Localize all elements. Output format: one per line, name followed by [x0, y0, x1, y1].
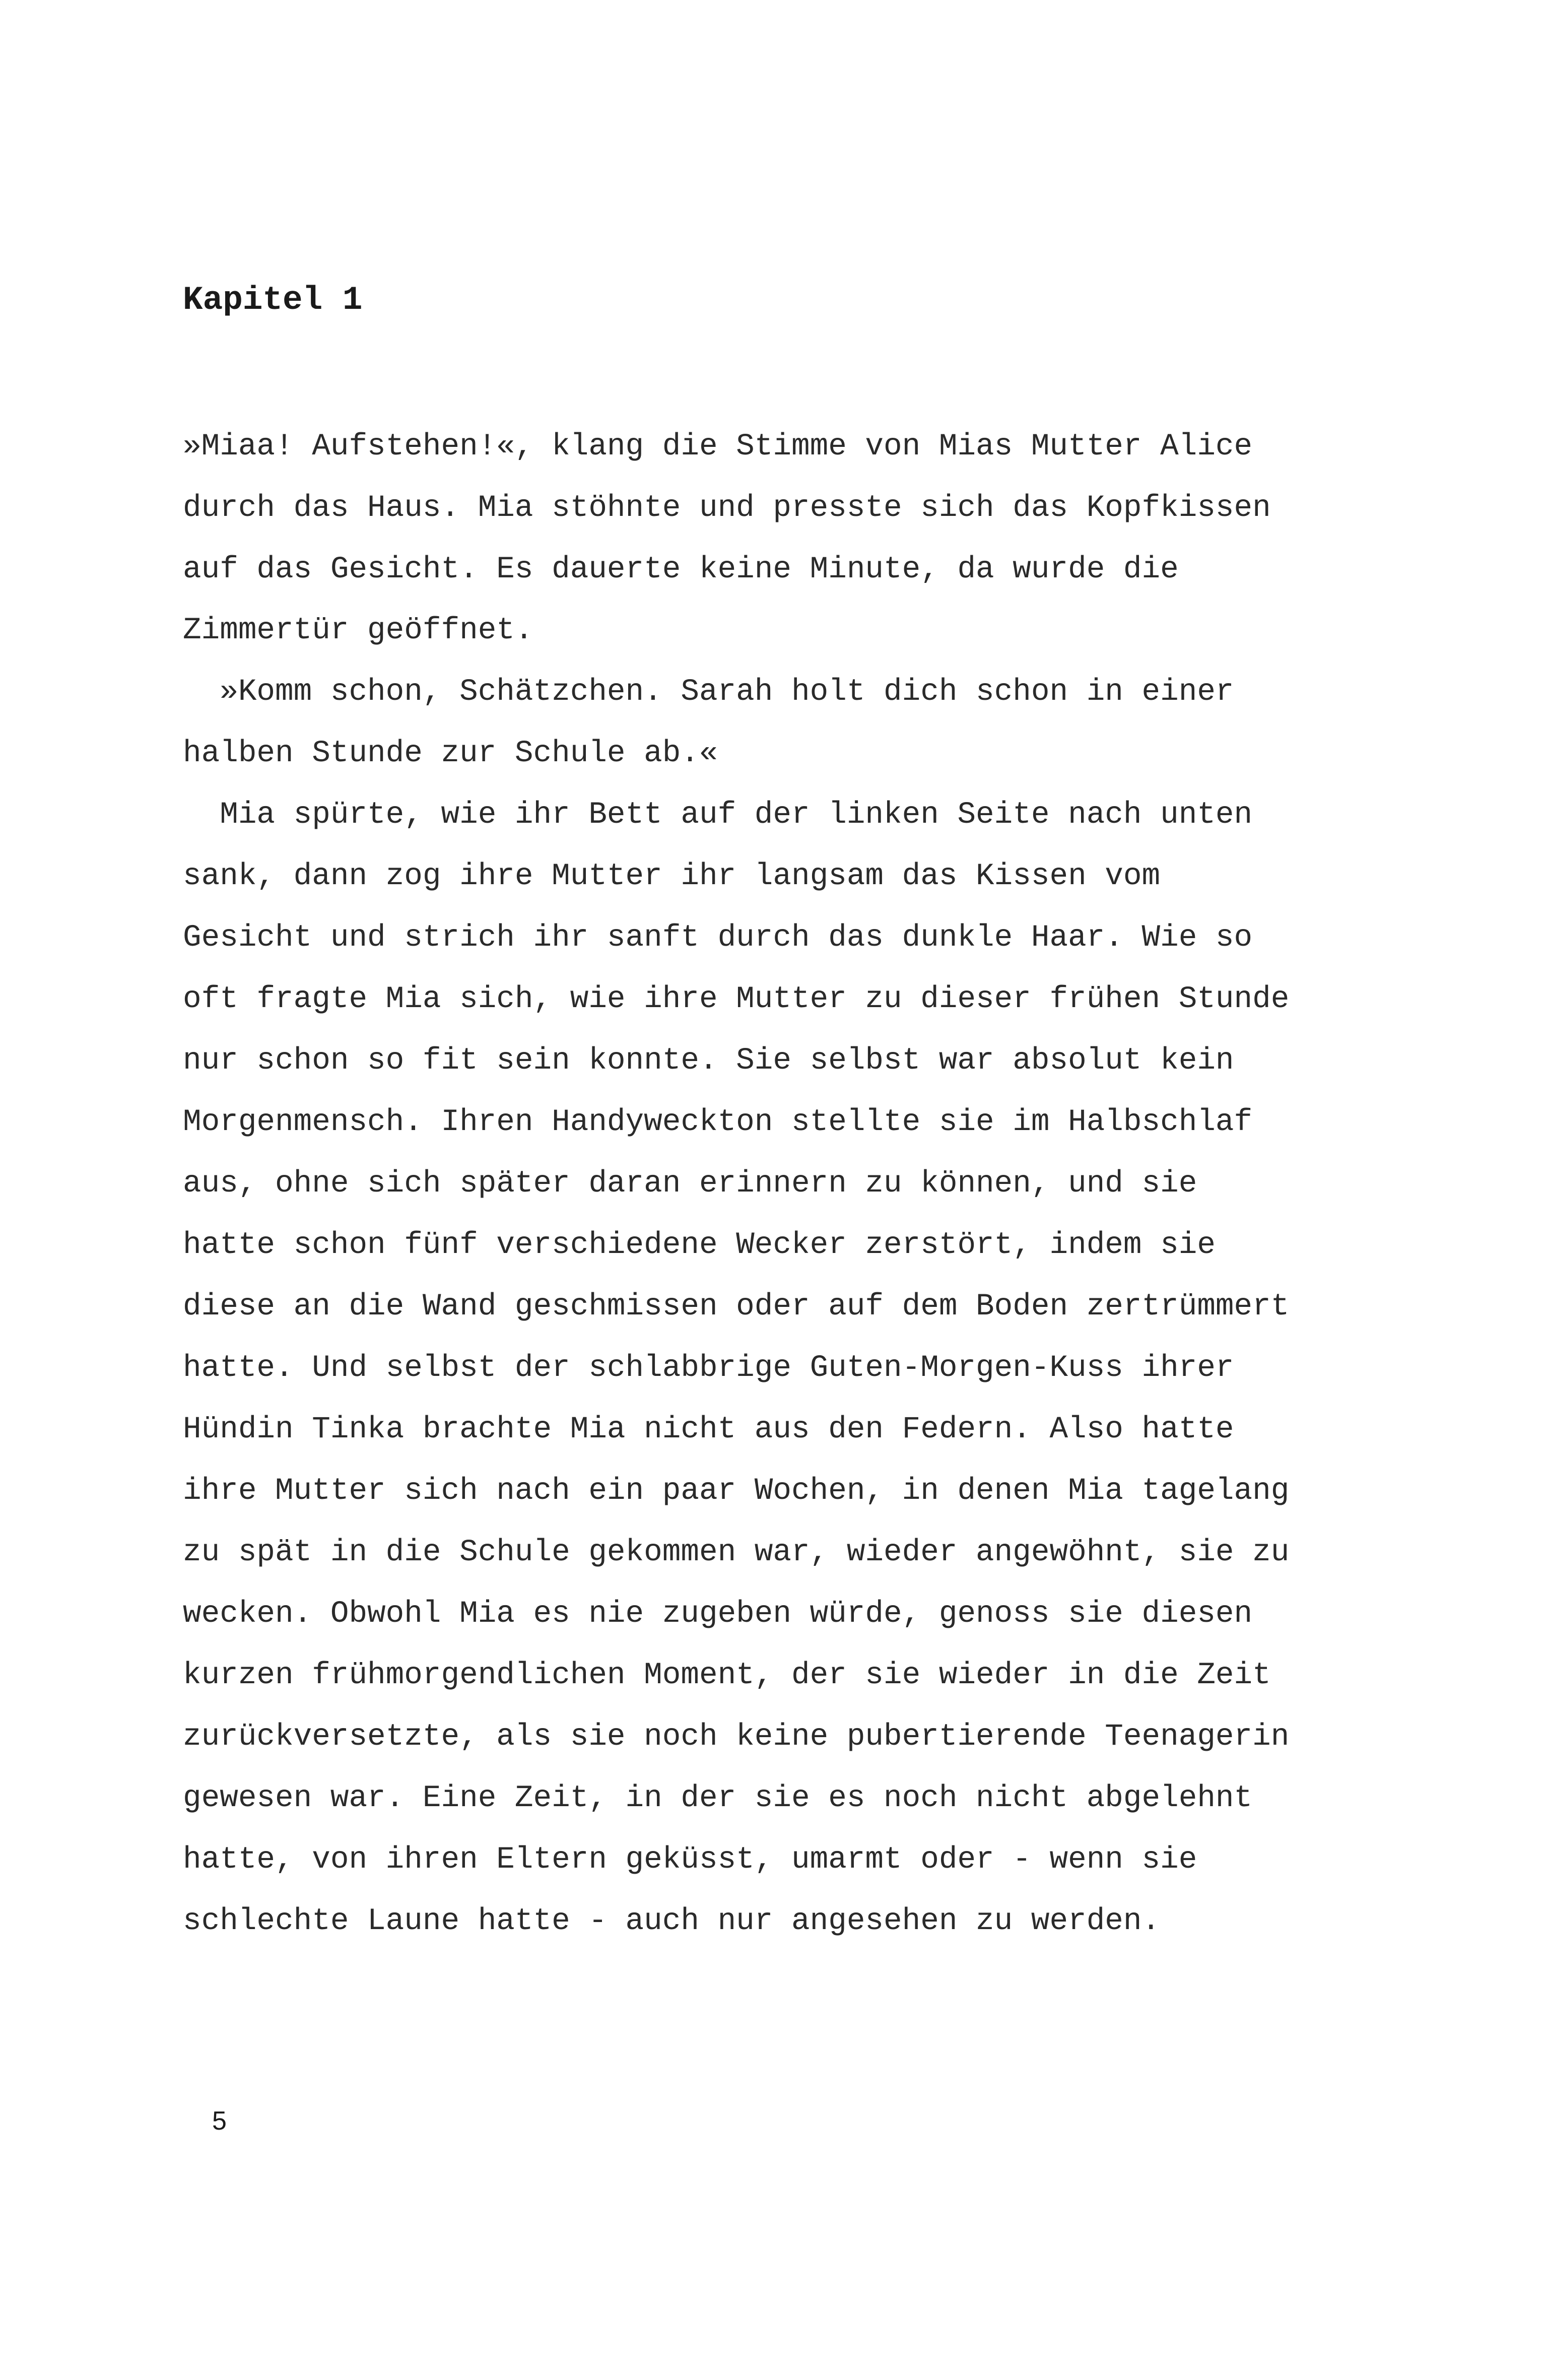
- text-line: oft fragte Mia sich, wie ihre Mutter zu dieser frühen Stunde: [183, 982, 1290, 1017]
- text-line: ihre Mutter sich nach ein paar Wochen, in denen Mia tagelang: [183, 1474, 1290, 1508]
- text-line: auf das Gesicht. Es dauerte keine Minute, da wurde die: [183, 552, 1179, 587]
- text-line: schlechte Laune hatte - auch nur angesehen zu werden.: [183, 1904, 1161, 1939]
- text-line: nur schon so fit sein konnte. Sie selbst war absolut kein: [183, 1043, 1234, 1078]
- text-line: kurzen frühmorgendlichen Moment, der sie wieder in die Zeit: [183, 1658, 1271, 1693]
- text-line: hatte, von ihren Eltern geküsst, umarmt oder - wenn sie: [183, 1842, 1197, 1877]
- text-line: zurückversetzte, als sie noch keine pubertierende Teenagerin: [183, 1720, 1290, 1754]
- text-line: »Komm schon, Schätzchen. Sarah holt dich schon in einer: [183, 675, 1234, 709]
- text-line: Morgenmensch. Ihren Handyweckton stellte sie im Halbschlaf: [183, 1105, 1253, 1140]
- text-line: Gesicht und strich ihr sanft durch das dunkle Haar. Wie so: [183, 920, 1253, 955]
- text-line: hatte schon fünf verschiedene Wecker zerstört, indem sie: [183, 1228, 1216, 1263]
- page-number: 5: [212, 2106, 227, 2136]
- text-line: diese an die Wand geschmissen oder auf dem Boden zertrümmert: [183, 1289, 1290, 1324]
- text-line: zu spät in die Schule gekommen war, wieder angewöhnt, sie zu: [183, 1535, 1290, 1570]
- text-line: sank, dann zog ihre Mutter ihr langsam das Kissen vom: [183, 859, 1161, 894]
- text-line: Hündin Tinka brachte Mia nicht aus den Federn. Also hatte: [183, 1412, 1234, 1447]
- text-line: wecken. Obwohl Mia es nie zugeben würde, genoss sie diesen: [183, 1597, 1253, 1631]
- text-line: »Miaa! Aufstehen!«, klang die Stimme von Mias Mutter Alice: [183, 429, 1253, 464]
- text-line: Zimmertür geöffnet.: [183, 613, 533, 648]
- text-line: gewesen war. Eine Zeit, in der sie es noch nicht abgelehnt: [183, 1781, 1253, 1816]
- text-line: durch das Haus. Mia stöhnte und presste sich das Kopfkissen: [183, 491, 1271, 525]
- text-line: aus, ohne sich später daran erinnern zu können, und sie: [183, 1166, 1197, 1201]
- chapter-heading: Kapitel 1: [183, 281, 363, 319]
- text-line: hatte. Und selbst der schlabbrige Guten-Morgen-Kuss ihrer: [183, 1351, 1234, 1385]
- text-line: Mia spürte, wie ihr Bett auf der linken Seite nach unten: [183, 798, 1253, 832]
- text-line: halben Stunde zur Schule ab.«: [183, 736, 718, 771]
